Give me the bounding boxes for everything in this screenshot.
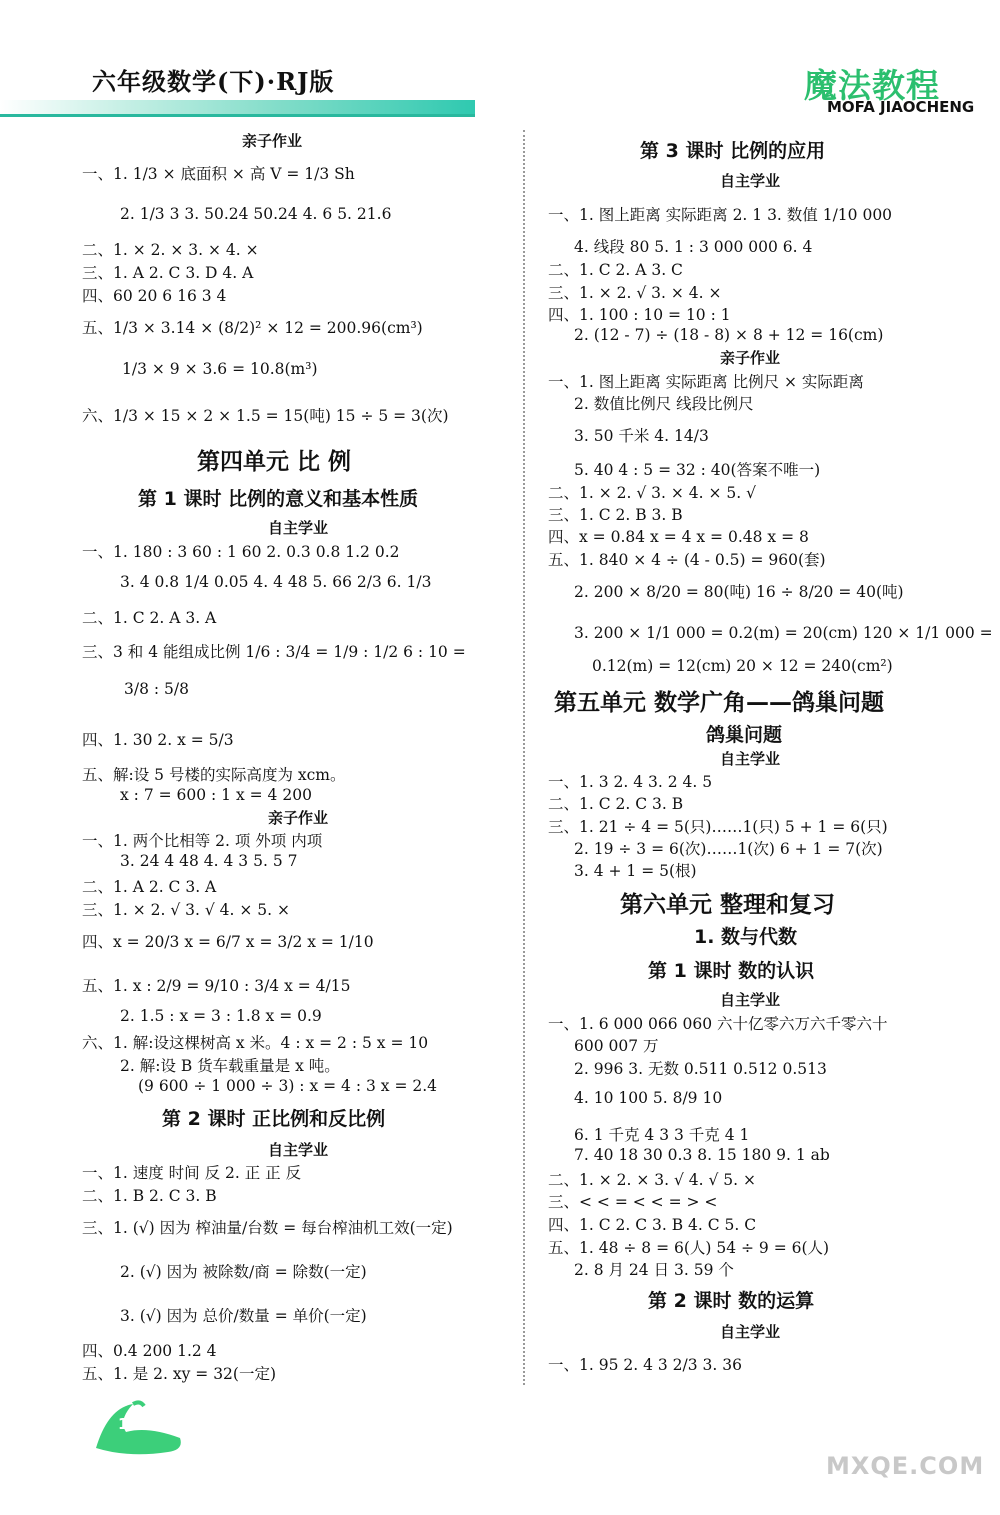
right-heading: 鸽巢问题 <box>706 724 783 746</box>
left-heading: 亲子作业 <box>242 132 303 150</box>
left-answer-line: 1/3 × 9 × 3.6 = 10.8(m³) <box>122 360 318 378</box>
left-answer-line: 三、3 和 4 能组成比例 1/6 : 3/4 = 1/9 : 1/2 6 : 10 = <box>82 643 466 661</box>
right-heading: 第 2 课时 数的运算 <box>648 1290 815 1312</box>
left-answer-line: 三、1. × 2. √ 3. √ 4. × 5. × <box>82 901 291 919</box>
right-answer-line: 7. 40 18 30 0.3 8. 15 180 9. 1 ab <box>574 1146 830 1164</box>
left-heading: 亲子作业 <box>268 809 329 827</box>
left-answer-line: 2. 解:设 B 货车载重量是 x 吨。 <box>120 1057 340 1075</box>
left-answer-line: x : 7 = 600 : 1 x = 4 200 <box>120 786 312 804</box>
left-answer-line: 3/8 : 5/8 <box>124 680 189 698</box>
right-answer-line: 三、1. C 2. B 3. B <box>548 506 683 524</box>
watermark: MXQE.COM <box>826 1452 985 1480</box>
left-answer-line: 一、1. 180 : 3 60 : 1 60 2. 0.3 0.8 1.2 0.2 <box>82 543 400 561</box>
right-answer-line: 5. 40 4 : 5 = 32 : 40(答案不唯一) <box>574 461 821 479</box>
right-heading: 第六单元 整理和复习 <box>620 892 836 918</box>
right-answer-line: 四、1. 100 : 10 = 10 : 1 <box>548 306 731 324</box>
brand-pinyin: MOFA JIAOCHENG <box>827 98 975 116</box>
left-answer-line: 四、0.4 200 1.2 4 <box>82 1342 217 1360</box>
right-answer-line: 二、1. C 2. A 3. C <box>548 261 683 279</box>
right-answer-line: 四、x = 0.84 x = 4 x = 0.48 x = 8 <box>548 528 809 546</box>
right-answer-line: 一、1. 95 2. 4 3 2/3 3. 36 <box>548 1356 742 1374</box>
left-heading: 第 2 课时 正比例和反比例 <box>162 1108 386 1130</box>
left-answer-line: 二、1. × 2. × 3. × 4. × <box>82 241 259 259</box>
left-heading: 自主学业 <box>268 519 329 537</box>
left-answer-line: 六、1. 解:设这棵树高 x 米。4 : x = 2 : 5 x = 10 <box>82 1034 429 1052</box>
right-answer-line: 一、1. 3 2. 4 3. 2 4. 5 <box>548 773 713 791</box>
left-answer-line: 二、1. A 2. C 3. A <box>82 878 217 896</box>
left-answer-line: 四、1. 30 2. x = 5/3 <box>82 731 234 749</box>
left-answer-line: 二、1. B 2. C 3. B <box>82 1187 217 1205</box>
right-answer-line: 0.12(m) = 12(cm) 20 × 12 = 240(cm²) <box>592 657 893 675</box>
header-title: 六年级数学(下)·RJ版 <box>92 67 335 96</box>
right-heading: 第 3 课时 比例的应用 <box>640 140 826 162</box>
left-heading: 第 1 课时 比例的意义和基本性质 <box>138 488 419 510</box>
left-answer-line: 一、1. 速度 时间 反 2. 正 正 反 <box>82 1164 302 1182</box>
right-heading: 亲子作业 <box>720 349 781 367</box>
left-answer-line: 五、1. x : 2/9 = 9/10 : 3/4 x = 4/15 <box>82 977 351 995</box>
left-answer-line: (9 600 ÷ 1 000 ÷ 3) : x = 4 : 3 x = 2.4 <box>138 1077 438 1095</box>
right-answer-line: 一、1. 图上距离 实际距离 2. 1 3. 数值 1/10 000 <box>548 206 893 224</box>
right-answer-line: 3. 4 + 1 = 5(根) <box>574 862 697 880</box>
right-answer-line: 五、1. 840 × 4 ÷ (4 - 0.5) = 960(套) <box>548 551 826 569</box>
right-heading: 自主学业 <box>720 172 781 190</box>
right-heading: 自主学业 <box>720 1323 781 1341</box>
right-answer-line: 2. 8 月 24 日 3. 59 个 <box>574 1261 734 1279</box>
right-heading: 1. 数与代数 <box>694 926 798 948</box>
right-answer-line: 三、1. × 2. √ 3. × 4. × <box>548 284 722 302</box>
left-answer-line: 一、1. 两个比相等 2. 项 外项 内项 <box>82 832 323 850</box>
header-line <box>0 114 475 117</box>
right-answer-line: 二、1. × 2. √ 3. × 4. × 5. √ <box>548 484 757 502</box>
left-answer-line: 五、1/3 × 3.14 × (8/2)² × 12 = 200.96(cm³) <box>82 319 423 337</box>
right-answer-line: 4. 10 100 5. 8/9 10 <box>574 1089 723 1107</box>
right-answer-line: 6. 1 千克 4 3 3 千克 4 1 <box>574 1126 750 1144</box>
right-heading: 自主学业 <box>720 750 781 768</box>
right-answer-line: 二、1. C 2. C 3. B <box>548 795 684 813</box>
right-answer-line: 2. (12 - 7) ÷ (18 - 8) × 8 + 12 = 16(cm) <box>574 326 884 344</box>
right-answer-line: 二、1. × 2. × 3. √ 4. √ 5. × <box>548 1171 757 1189</box>
left-answer-line: 四、x = 20/3 x = 6/7 x = 3/2 x = 1/10 <box>82 933 374 951</box>
left-heading: 第四单元 比 例 <box>197 449 352 475</box>
right-answer-line: 一、1. 图上距离 实际距离 比例尺 × 实际距离 <box>548 373 864 391</box>
left-answer-line: 二、1. C 2. A 3. A <box>82 609 217 627</box>
brand-logo: 魔法教程 <box>804 66 940 105</box>
left-heading: 自主学业 <box>268 1141 329 1159</box>
right-answer-line: 2. 19 ÷ 3 = 6(次)……1(次) 6 + 1 = 7(次) <box>574 840 883 858</box>
right-answer-line: 3. 200 × 1/1 000 = 0.2(m) = 20(cm) 120 × 1/1 000 = <box>574 624 993 642</box>
right-answer-line: 四、1. C 2. C 3. B 4. C 5. C <box>548 1216 757 1234</box>
right-answer-line: 4. 线段 80 5. 1 : 3 000 000 6. 4 <box>574 238 813 256</box>
left-answer-line: 3. 24 4 48 4. 4 3 5. 5 7 <box>120 852 298 870</box>
right-answer-line: 一、1. 6 000 066 060 六十亿零六万六千零六十 <box>548 1015 888 1033</box>
right-answer-line: 三、< < = < < = > < <box>548 1193 718 1211</box>
left-answer-line: 三、1. A 2. C 3. D 4. A <box>82 264 254 282</box>
right-heading: 第五单元 数学广角——鸽巢问题 <box>554 690 885 716</box>
left-answer-line: 五、1. 是 2. xy = 32(一定) <box>82 1365 277 1383</box>
right-answer-line: 2. 数值比例尺 线段比例尺 <box>574 395 754 413</box>
left-answer-line: 四、60 20 6 16 3 4 <box>82 287 227 305</box>
left-answer-line: 3. 4 0.8 1/4 0.05 4. 4 48 5. 66 2/3 6. 1/3 <box>120 573 432 591</box>
right-answer-line: 600 007 万 <box>574 1037 659 1055</box>
column-divider <box>523 130 525 1385</box>
left-answer-line: 2. (√) 因为 被除数/商 = 除数(一定) <box>120 1263 367 1281</box>
right-heading: 第 1 课时 数的认识 <box>648 960 815 982</box>
right-answer-line: 三、1. 21 ÷ 4 = 5(只)……1(只) 5 + 1 = 6(只) <box>548 818 888 836</box>
page-number: 176 <box>118 1415 150 1433</box>
left-answer-line: 3. (√) 因为 总价/数量 = 单价(一定) <box>120 1307 367 1325</box>
left-answer-line: 2. 1/3 3 3. 50.24 50.24 4. 6 5. 21.6 <box>120 205 392 223</box>
right-answer-line: 3. 50 千米 4. 14/3 <box>574 427 709 445</box>
right-heading: 自主学业 <box>720 991 781 1009</box>
header-bar <box>0 100 475 114</box>
right-answer-line: 2. 200 × 8/20 = 80(吨) 16 ÷ 8/20 = 40(吨) <box>574 583 904 601</box>
left-answer-line: 六、1/3 × 15 × 2 × 1.5 = 15(吨) 15 ÷ 5 = 3(次) <box>82 407 449 425</box>
left-answer-line: 五、解:设 5 号楼的实际高度为 xcm。 <box>82 766 346 784</box>
right-answer-line: 2. 996 3. 无数 0.511 0.512 0.513 <box>574 1060 827 1078</box>
left-answer-line: 2. 1.5 : x = 3 : 1.8 x = 0.9 <box>120 1007 322 1025</box>
left-answer-line: 一、1. 1/3 × 底面积 × 高 V = 1/3 Sh <box>82 165 355 183</box>
right-answer-line: 五、1. 48 ÷ 8 = 6(人) 54 ÷ 9 = 6(人) <box>548 1239 830 1257</box>
left-answer-line: 三、1. (√) 因为 榨油量/台数 = 每台榨油机工效(一定) <box>82 1219 453 1237</box>
